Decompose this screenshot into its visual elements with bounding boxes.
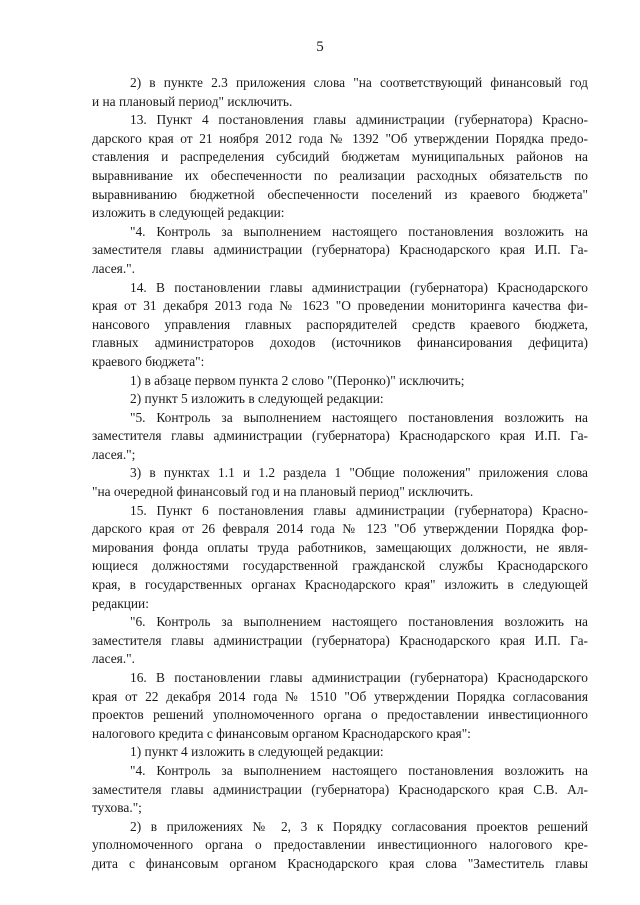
text-line: "4. Контроль за выполнением настоящего постановления возложить на [130,762,588,778]
text-line: 1) в абзаце первом пункта 2 слово "(Перонко)" исключить; [130,372,465,388]
text-line: "6. Контроль за выполнением настоящего постановления возложить на [130,614,588,630]
text-line: 13. Пункт 4 постановления главы администрации (губернатора) Красно- [130,112,588,128]
text-line: 15. Пункт 6 постановления главы администрации (губернатора) Красно- [130,502,588,518]
text-line: дарского края от 26 февраля 2014 года № 123 "Об утверждении Порядка фор- [92,521,588,537]
document-body [92,74,588,874]
text-line: ласея.". [92,651,135,667]
text-line: и на плановый период" исключить. [92,93,293,109]
text-line: дарского края от 21 ноября 2012 года № 1392 "Об утверждении Порядка предо- [92,130,588,146]
text-line: ласея."; [92,446,136,462]
text-line: выравниванию бюджетной обеспеченности поселений из краевого бюджета" [92,186,588,202]
text-line: заместителя главы администрации (губернатора) Краснодарского края И.П. Га- [92,632,588,648]
text-line: выравнивание их обеспеченности по реализации расходных обязательств по [92,167,588,183]
text-line: дита с финансовым органом Краснодарского края слова "Заместитель главы [92,855,588,871]
text-line: редакции: [92,595,149,611]
text-line: тухова."; [92,800,142,816]
text-line: проектов решений уполномоченного органа о предоставлении инвестиционного [92,707,588,723]
text-line: краевого бюджета": [92,353,205,369]
page-number: 5 [316,39,324,55]
text-line: края от 31 декабря 2013 года № 1623 "О проведении мониторинга качества фи- [92,298,588,314]
text-line: края от 22 декабря 2014 года № 1510 "Об утверждении Порядка согласования [92,688,588,704]
text-line: 2) пункт 5 изложить в следующей редакции: [130,391,384,407]
text-line: края, в государственных органах Краснодарского края" изложить в следующей [92,577,588,593]
text-line: уполномоченного органа о предоставлении инвестиционного налогового кре- [92,837,588,853]
text-line: мирования фонда оплаты труда работников, замещающих должности, не явля- [92,539,588,555]
text-line: заместителя главы администрации (губернатора) Краснодарского края И.П. Га- [92,428,588,444]
text-line: ющиеся должностями государственной гражданской службы Краснодарского [92,558,588,574]
text-line: "5. Контроль за выполнением настоящего постановления возложить на [130,409,588,425]
text-line: налогового кредита с финансовым органом Краснодарского края": [92,725,471,741]
text-line: заместителя главы администрации (губернатора) Краснодарского края И.П. Га- [92,242,588,258]
text-line: 2) в приложениях № 2, 3 к Порядку согласования проектов решений [130,818,588,834]
text-line: 2) в пункте 2.3 приложения слова "на соответствующий финансовый год [130,75,588,90]
text-line: ласея.". [92,260,135,276]
text-line: "на очередной финансовый год и на плановый период" исключить. [92,484,474,500]
text-line: 16. В постановлении главы администрации (губернатора) Краснодарского [130,670,588,685]
text-line: главных администраторов доходов (источников финансирования дефицита) [92,335,588,351]
text-line: 3) в пунктах 1.1 и 1.2 раздела 1 "Общие положения" приложения слова [130,465,588,481]
text-line: 14. В постановлении главы администрации (губернатора) Краснодарского [130,279,588,295]
text-line: изложить в следующей редакции: [92,205,285,221]
text-line: нансового управления главных распорядителей средств краевого бюджета, [92,316,588,332]
text-line: заместителя главы администрации (губернатора) Краснодарского края С.В. Ал- [92,781,588,797]
text-line: "4. Контроль за выполнением настоящего постановления возложить на [130,223,588,239]
text-line: 1) пункт 4 изложить в следующей редакции: [130,744,384,760]
text-line: ставления и распределения субсидий бюджетам муниципальных районов на [92,149,588,165]
